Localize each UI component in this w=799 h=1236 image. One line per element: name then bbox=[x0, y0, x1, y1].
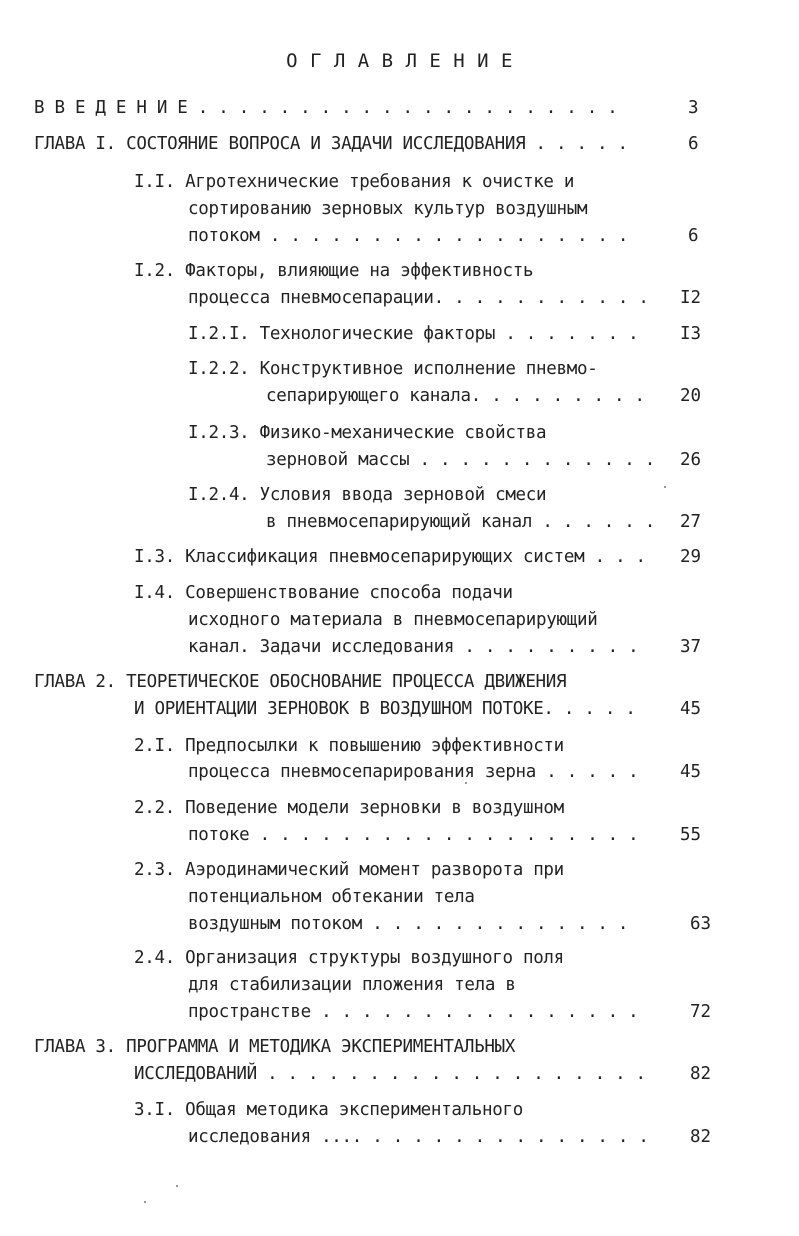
toc-chapter-1: ГЛАВА I. СОСТОЯНИЕ ВОПРОСА И ЗАДАЧИ ИССЛЕДОВАНИЯ . . . . . bbox=[34, 134, 628, 154]
toc-page-1-2-2: 20 bbox=[680, 386, 702, 406]
toc-section-3-1: 3.I. Общая методика экспериментального bbox=[134, 1100, 523, 1120]
toc-section-2-3-cont: потенциальном обтекании тела bbox=[188, 887, 475, 907]
toc-subsection-1-2-1: I.2.I. Технологические факторы . . . . . . . bbox=[188, 324, 639, 344]
toc-subsection-1-2-3: I.2.3. Физико-механические свойства bbox=[188, 423, 547, 443]
toc-page-1-1: 6 bbox=[688, 226, 699, 246]
toc-page-1-3: 29 bbox=[680, 547, 702, 567]
toc-subsection-1-2-2-cont: сепарирующего канала. . . . . . . . . bbox=[266, 386, 645, 406]
toc-section-1-3: I.3. Классификация пневмосепарирующих систем . . . bbox=[134, 547, 646, 567]
toc-entry-intro bbox=[34, 94, 617, 122]
toc-section-2-4-cont: пространстве . . . . . . . . . . . . . . . . bbox=[188, 1002, 639, 1022]
toc-page-intro: 3 bbox=[688, 98, 699, 118]
toc-section-1-4-cont: канал. Задачи исследования . . . . . . . . . bbox=[188, 637, 639, 657]
toc-page-1-2-3: 26 bbox=[680, 450, 702, 470]
toc-section-2-1: 2.I. Предпосылки к повышению эффективности bbox=[134, 736, 564, 756]
toc-section-1-1: I.I. Агротехнические требования к очистке и bbox=[134, 172, 575, 192]
toc-page-2-2: 55 bbox=[680, 825, 702, 845]
toc-chapter-3-cont: ИССЛЕДОВАНИЙ . . . . . . . . . . . . . . . . . . . bbox=[134, 1064, 646, 1084]
toc-section-1-2: I.2. Факторы, влияющие на эффективность bbox=[134, 261, 534, 281]
intro-leader: . . . . . . . . . . . . . . . . . . . . . bbox=[187, 98, 618, 118]
toc-section-2-3: 2.3. Аэродинамический момент разворота при bbox=[134, 860, 564, 880]
intro-label: В В Е Д Е Н И Е bbox=[34, 98, 188, 118]
toc-page-2-4: 72 bbox=[690, 1002, 712, 1022]
scan-speck bbox=[465, 782, 467, 784]
page-title: О Г Л А В Л Е Н И Е bbox=[286, 50, 513, 72]
toc-section-1-4-cont: исходного материала в пневмосепарирующий bbox=[188, 610, 598, 630]
toc-chapter-2: ГЛАВА 2. ТЕОРЕТИЧЕСКОЕ ОБОСНОВАНИЕ ПРОЦЕССА ДВИЖЕНИЯ bbox=[34, 672, 567, 692]
toc-page-ch2: 45 bbox=[680, 699, 702, 719]
toc-section-2-1-cont: процесса пневмосепарирования зерна . . . . . bbox=[188, 762, 639, 782]
toc-section-1-2-cont: процесса пневмосепарации. . . . . . . . . . . bbox=[188, 288, 649, 308]
scan-speck bbox=[664, 486, 666, 488]
scan-speck bbox=[176, 1185, 178, 1187]
toc-section-1-1-cont: потоком . . . . . . . . . . . . . . . . . . bbox=[188, 226, 629, 246]
toc-subsection-1-2-3-cont: зерновой массы . . . . . . . . . . . . bbox=[266, 450, 655, 470]
scan-speck bbox=[144, 1201, 146, 1203]
toc-chapter-2-cont: И ОРИЕНТАЦИИ ЗЕРНОВОК В ВОЗДУШНОМ ПОТОКЕ. . . . . bbox=[134, 699, 636, 719]
toc-section-3-1-cont: исследования .... . . . . . . . . . . . . . . bbox=[188, 1127, 649, 1147]
toc-subsection-1-2-4-cont: в пневмосепарирующий канал . . . . . . bbox=[266, 512, 655, 532]
toc-page-3-1: 82 bbox=[690, 1127, 712, 1147]
toc-page-1-2-4: 27 bbox=[680, 512, 702, 532]
toc-section-2-4: 2.4. Организация структуры воздушного поля bbox=[134, 948, 564, 968]
toc-section-2-2: 2.2. Поведение модели зерновки в воздушном bbox=[134, 798, 564, 818]
toc-page-1-4: 37 bbox=[680, 637, 702, 657]
toc-page-1-2-1: I3 bbox=[680, 324, 702, 344]
toc-subsection-1-2-2: I.2.2. Конструктивное исполнение пневмо- bbox=[188, 359, 598, 379]
toc-page-1-2: I2 bbox=[680, 288, 702, 308]
toc-page-2-3: 63 bbox=[690, 914, 712, 934]
toc-page-ch3: 82 bbox=[690, 1064, 712, 1084]
toc-page-ch1: 6 bbox=[688, 134, 699, 154]
toc-page-2-1: 45 bbox=[680, 762, 702, 782]
toc-section-2-2-cont: потоке . . . . . . . . . . . . . . . . . . . bbox=[188, 825, 639, 845]
toc-subsection-1-2-4: I.2.4. Условия ввода зерновой смеси bbox=[188, 485, 547, 505]
toc-section-1-4: I.4. Совершенствование способа подачи bbox=[134, 583, 513, 603]
toc-section-2-3-cont: воздушным потоком . . . . . . . . . . . . . bbox=[188, 914, 629, 934]
toc-section-2-4-cont: для стабилизации пложения тела в bbox=[188, 975, 516, 995]
toc-section-1-1-cont: сортированию зерновых культур воздушным bbox=[188, 199, 588, 219]
toc-chapter-3: ГЛАВА 3. ПРОГРАММА И МЕТОДИКА ЭКСПЕРИМЕНТАЛЬНЫХ bbox=[34, 1037, 516, 1057]
